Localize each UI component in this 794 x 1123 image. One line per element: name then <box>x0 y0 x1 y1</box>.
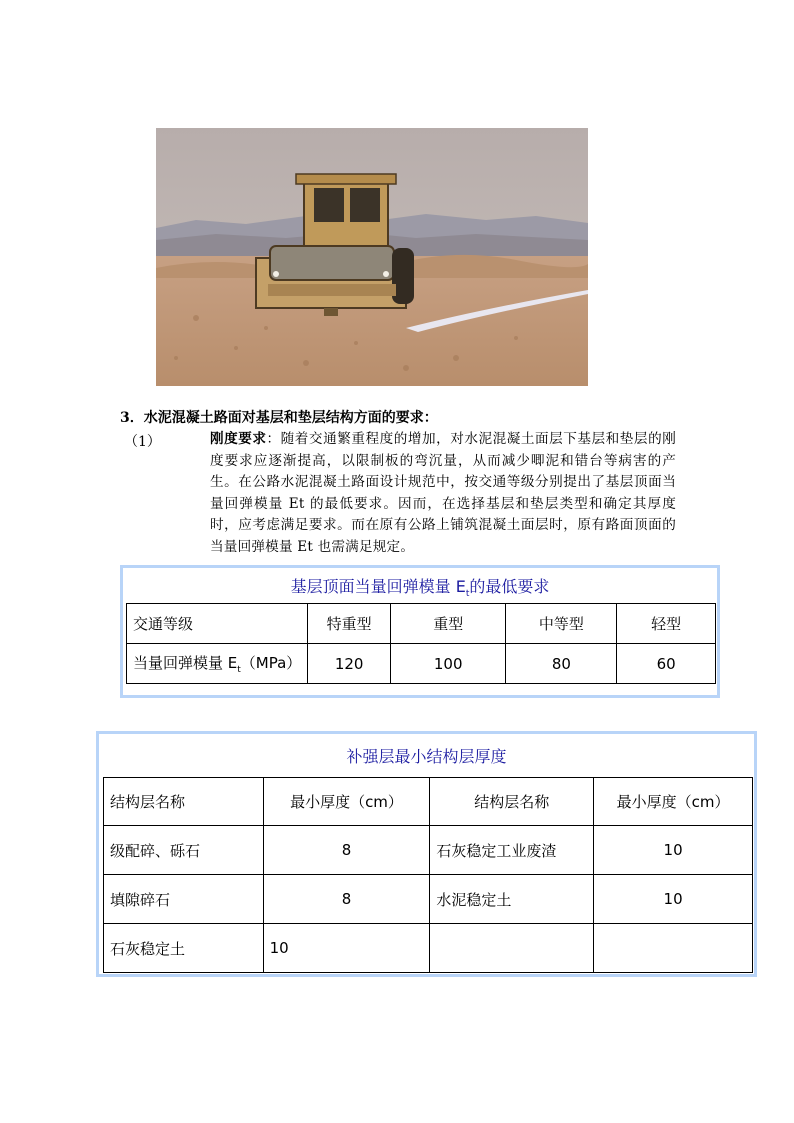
table-cell: 填隙碎石 <box>104 875 264 924</box>
table-cell: 10 <box>594 875 753 924</box>
table-row <box>104 875 753 924</box>
table-row <box>104 826 753 875</box>
table-cell: 最小厚度（cm） <box>263 778 430 826</box>
table-cell: 最小厚度（cm） <box>594 778 753 826</box>
table-cell: 80 <box>506 644 617 684</box>
table-cell: 8 <box>263 826 430 875</box>
table-cell: 级配碎、砾石 <box>104 826 264 875</box>
item-number: （1） <box>124 434 161 450</box>
thickness-table-title: 补强层最小结构层厚度 <box>346 747 507 766</box>
modulus-table <box>126 603 716 684</box>
table-cell: 120 <box>308 644 391 684</box>
table-cell: 100 <box>391 644 506 684</box>
section-heading: 3．水泥混凝土路面对基层和垫层结构方面的要求： <box>120 410 438 426</box>
thickness-table <box>103 777 753 973</box>
table-row <box>127 644 716 684</box>
table-cell: 结构层名称 <box>430 778 594 826</box>
modulus-table-box <box>120 565 720 698</box>
road-roller-photo <box>156 128 588 386</box>
table-cell: 8 <box>263 875 430 924</box>
table-cell: 交通等级 <box>127 604 308 644</box>
table-cell: 结构层名称 <box>104 778 264 826</box>
item-text: 随着交通繁重程度的增加，对水泥混凝土面层下基层和垫层的刚度要求应逐渐提高，以限制板的弯沉量，从而减少唧泥和错台等病害的产生。在公路水泥混凝土路面设计规范中，按交通等级分别提出了基层顶面当量回弹模量 Et 的最低要求。因而，在选择基层和垫层类型和确定其厚度时，应考虑满足要求。而在原有公路上铺筑混凝土面层时，原有路面顶面的当量回弹模量 Et 也需满足规定。 <box>210 431 676 555</box>
table-cell: 特重型 <box>308 604 391 644</box>
table-cell: 石灰稳定工业废渣 <box>430 826 594 875</box>
table-cell <box>430 924 594 973</box>
table-cell: 水泥稳定土 <box>430 875 594 924</box>
table-header-row <box>104 778 753 826</box>
table-cell <box>594 924 753 973</box>
table-cell: 60 <box>617 644 716 684</box>
table-cell: 当量回弹模量 $E_t(MPa)$ <box>127 644 308 684</box>
table-cell: 中等型 <box>506 604 617 644</box>
table-cell: 轻型 <box>617 604 716 644</box>
table-cell: 10 <box>594 826 753 875</box>
item-paragraph <box>210 429 676 558</box>
thickness-table-box <box>96 731 757 977</box>
item-lead: 刚度要求 <box>210 431 267 447</box>
table-header-row <box>127 604 716 644</box>
table-row <box>104 924 753 973</box>
item-lead-separator: ： <box>266 431 281 447</box>
table-cell: 重型 <box>391 604 506 644</box>
table-cell: 石灰稳定土 <box>104 924 264 973</box>
modulus-table-title: 基层顶面当量回弹模量 $E_t$的最低要求 <box>290 577 550 600</box>
table-cell: 10 <box>263 924 430 973</box>
